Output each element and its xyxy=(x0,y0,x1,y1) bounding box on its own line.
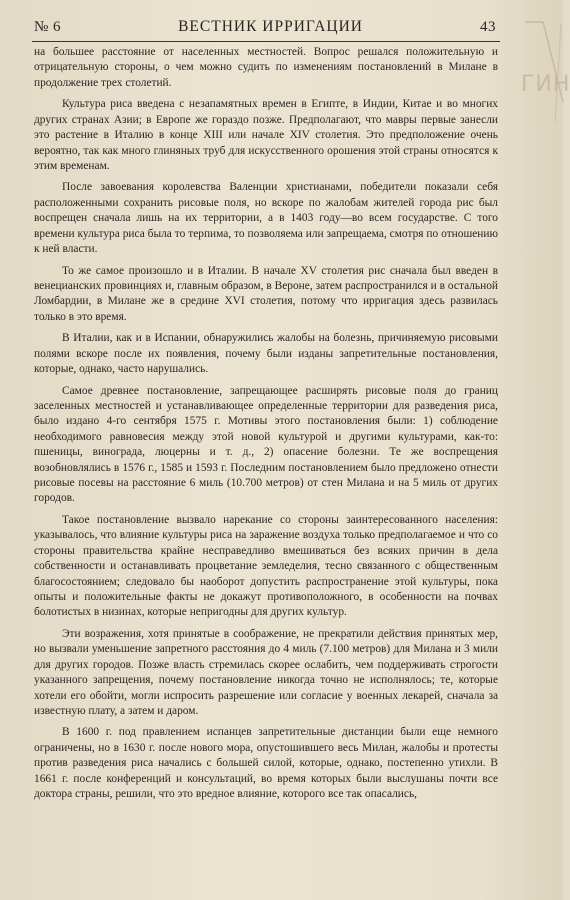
margin-stamp xyxy=(503,12,570,172)
paragraph: После завоевания королевства Валенции христианами, победители показали себя расположенными сохранить рисовые поля, но вскоре по жалобам жителей города рис был воспрещен сначала лишь на их территории, а в 1403 году—во всем государстве. С того времени культура риса была то терпима, то позволяема или запрещаема, смотря по отношению к ней власти. xyxy=(34,181,498,256)
paragraph: То же самое произошло и в Италии. В начале XV столетия рис сначала был введен в венецианских провинциях и, главным образом, в Вероне, затем распространился и в остальной Ломбардии, в Милане же в средине XVI столетия, потому что ирригация здесь развилась только в это время. xyxy=(34,264,498,323)
page-header xyxy=(34,14,496,40)
paragraph: на большее расстояние от населенных местностей. Вопрос решался положительную и отрицательную стороны, о чем можно судить по изменениям постановлений в Милане в продолжение трех столетий. xyxy=(34,46,498,89)
issue-number: № 6 xyxy=(34,18,62,35)
paragraph: Такое постановление вызвало нарекание со стороны заинтересованного населения: указывалось, что влияние культуры риса на заражение воздуха только предполагаемое и что со стороны правительства крайне несправедливо вмешиваться без всяких причин в дела собственности и останавливать процветание земледелия, тесно связанного с общественным благосостоянием; следовало бы наоборот допустить распространение этой культуры, пока опыты и положительные факты не докажут противоположного, в особенности на почвах болотистых в низинах, которые непригодны для других культур. xyxy=(34,513,498,619)
journal-title: ВЕСТНИК ИРРИГАЦИИ xyxy=(178,18,363,35)
paragraph: В 1600 г. под правлением испанцев запретительные дистанции были еще немного ограничены, но в 1630 г. после нового мора, опустошившего весь Милан, жалобы и протесты против разведения риса начались с большей силой, которые, однако, постепенно утихли. В 1661 г. после конференций и консультаций, во время которых были выслушаны почти все доктора страны, решили, что это вредное влияние, которого все так опасались, xyxy=(34,726,498,801)
paragraph: В Италии, как и в Испании, обнаружились жалобы на болезнь, причиняемую рисовыми полями вскоре после их появления, почему были изданы запретительные постановления, которые, однако, часто нарушались. xyxy=(34,332,498,376)
article-body xyxy=(34,45,498,809)
paragraph: Самое древнее постановление, запрещающее расширять рисовые поля до границ заселенных местностей и устанавливающее определенные территории для разведения риса, было издано 4-го сентября 1575 г. Мотивы этого постановления были: 1) соблюдение необходимого равновесия между этой новой культурой и другими культурами, как-то: пшеницы, винограда, люцерны и т. д., 2) опасение болезни. Те же воспрещения возобновлялись в 1576 г., 1585 и 1593 г. Последним постановлением было предложено отнести рисовые посевы на расстояние 6 миль (10.700 метров) от стен Милана и на 5 миль от других городов. xyxy=(34,384,498,505)
page-number: 43 xyxy=(479,18,496,35)
paragraph: Эти возражения, хотя принятые в соображение, не прекратили действия принятых мер, но вызвали уменьшение запретного расстояния до 4 миль (7.100 метров) для Милана и 3 мили для других городов. Позже власть стремилась скорее ослабить, чем поддерживать строгости указанного запрещения, почему постановление никогда точно не исполнялось; те, которые хотели его обойти, могли испросить разрешение или согласие у военных лекарей, сначала за известную плату, а затем и даром. xyxy=(34,627,498,717)
header-rule xyxy=(32,41,500,42)
paragraph: Культура риса введена с незапамятных времен в Египте, в Индии, Китае и во многих других странах Азии; в Европе же гораздо позже. Предполагают, что мавры первые занесли это растение в Италию в конце XIII или начале XIV столетия. Это предположение очень вероятно, так как много глиняных труб для искусственного орошения этой страны относятся к этим временам. xyxy=(34,98,498,172)
stamp-letters: ГИН xyxy=(521,72,570,97)
